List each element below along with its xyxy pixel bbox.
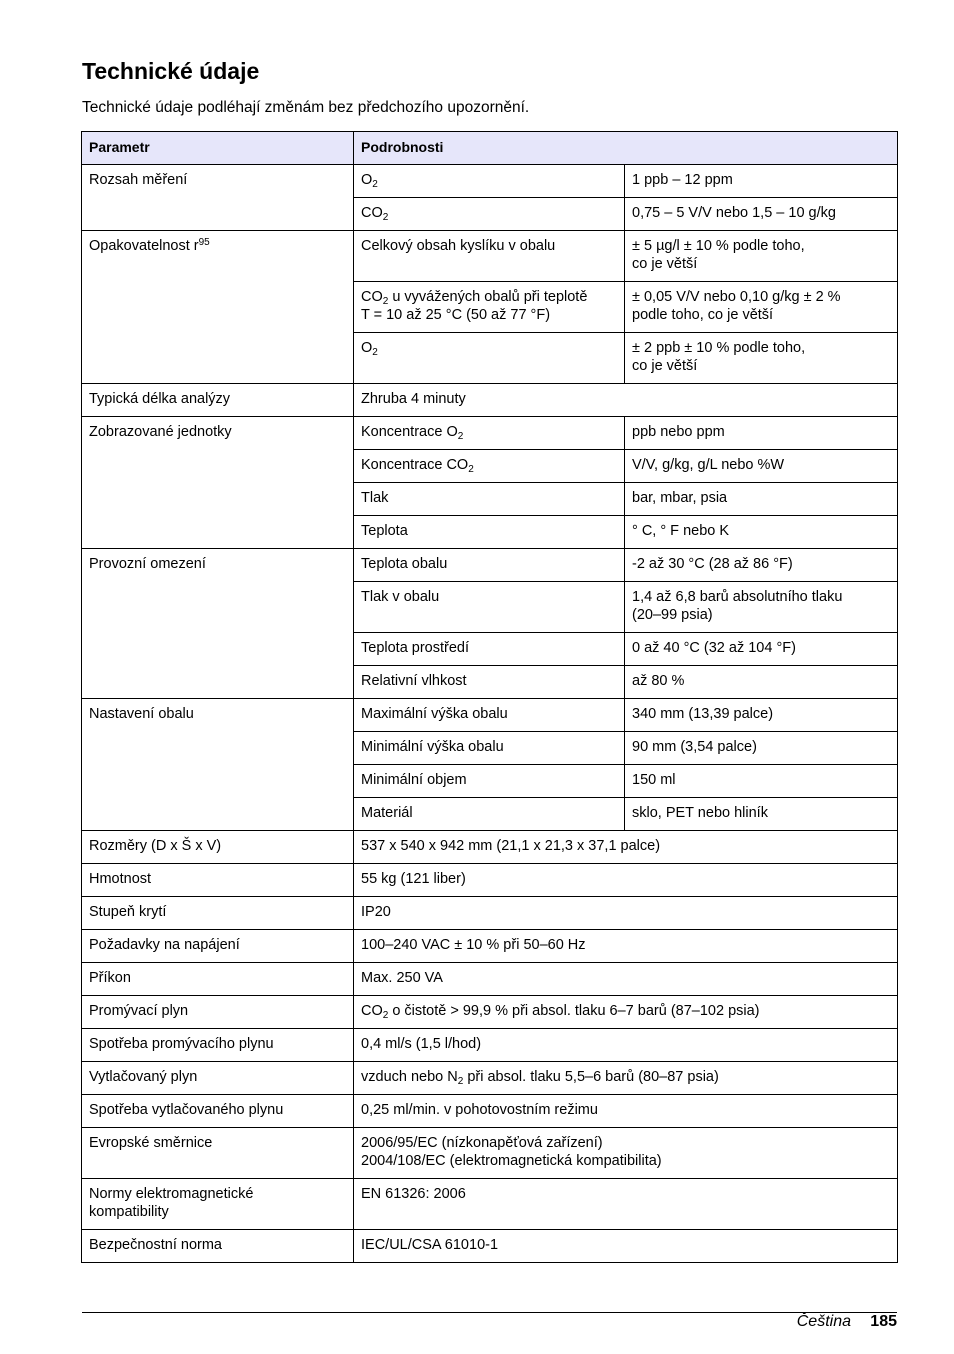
detail-cell: Minimální výška obalu <box>354 732 625 765</box>
value-cell: 2006/95/EC (nízkonapěťová zařízení) 2004/108/EC (elektromagnetická kompatibilita) <box>354 1128 898 1179</box>
table-row <box>82 864 898 897</box>
value-cell: 90 mm (3,54 palce) <box>625 732 898 765</box>
value-cell: V/V, g/kg, g/L nebo %W <box>625 450 898 483</box>
param-cell: Typická délka analýzy <box>82 384 354 417</box>
detail-cell: Tlak v obalu <box>354 582 625 633</box>
table-row <box>82 897 898 930</box>
value-cell: až 80 % <box>625 666 898 699</box>
table-row <box>82 1230 898 1263</box>
param-cell: Normy elektromagnetické kompatibility <box>82 1179 354 1230</box>
value-cell: ° C, ° F nebo K <box>625 516 898 549</box>
param-cell: Bezpečnostní norma <box>82 1230 354 1263</box>
detail-cell: $O_2$ <box>354 333 625 384</box>
value-cell: ± 0,05 V/V nebo 0,10 g/kg ± 2 % podle toho, co je větší <box>625 282 898 333</box>
detail-cell: Koncentrace $O_2$ <box>354 417 625 450</box>
footer-divider <box>82 1312 897 1313</box>
detail-cell: Relativní vlhkost <box>354 666 625 699</box>
specifications-table <box>81 131 898 1263</box>
value-cell: vzduch nebo $N_2$ při absol. tlaku 5,5–6 barů (80–87 psia) <box>354 1062 898 1095</box>
value-cell: IP20 <box>354 897 898 930</box>
table-row <box>82 417 898 450</box>
detail-cell: Teplota obalu <box>354 549 625 582</box>
param-cell: Rozměry (D x Š x V) <box>82 831 354 864</box>
param-cell: Spotřeba promývacího plynu <box>82 1029 354 1062</box>
table-header-row <box>82 132 898 165</box>
detail-cell: $CO_2$ u vyvážených obalů při teplotě T = 10 až 25 °C (50 až 77 °F) <box>354 282 625 333</box>
value-cell: 0,75 – 5 V/V nebo 1,5 – 10 g/kg <box>625 198 898 231</box>
table-row <box>82 165 898 198</box>
detail-cell: $O_2$ <box>354 165 625 198</box>
param-cell: Spotřeba vytlačovaného plynu <box>82 1095 354 1128</box>
table-row <box>82 1095 898 1128</box>
value-cell: -2 až 30 °C (28 až 86 °F) <box>625 549 898 582</box>
detail-cell: Tlak <box>354 483 625 516</box>
table-row <box>82 231 898 282</box>
param-cell: Nastavení obalu <box>82 699 354 831</box>
header-parametr: Parametr <box>82 132 354 165</box>
value-cell: $CO_2$ o čistotě > 99,9 % při absol. tlaku 6–7 barů (87–102 psia) <box>354 996 898 1029</box>
param-cell: Hmotnost <box>82 864 354 897</box>
param-cell: Opakovatelnost $r^{95}$ <box>82 231 354 384</box>
table-row <box>82 1062 898 1095</box>
page-number: 185 <box>870 1313 897 1330</box>
param-cell: Rozsah měření <box>82 165 354 231</box>
value-cell: 340 mm (13,39 palce) <box>625 699 898 732</box>
table-row <box>82 831 898 864</box>
detail-cell: Celkový obsah kyslíku v obalu <box>354 231 625 282</box>
param-cell: Zobrazované jednotky <box>82 417 354 549</box>
param-cell: Požadavky na napájení <box>82 930 354 963</box>
detail-cell: Teplota <box>354 516 625 549</box>
value-cell: IEC/UL/CSA 61010-1 <box>354 1230 898 1263</box>
value-cell: Max. 250 VA <box>354 963 898 996</box>
value-cell: 55 kg (121 liber) <box>354 864 898 897</box>
value-cell: 100–240 VAC ± 10 % při 50–60 Hz <box>354 930 898 963</box>
value-cell: 0 až 40 °C (32 až 104 °F) <box>625 633 898 666</box>
value-cell: 1,4 až 6,8 barů absolutního tlaku (20–99 psia) <box>625 582 898 633</box>
param-cell: Provozní omezení <box>82 549 354 699</box>
table-row <box>82 963 898 996</box>
detail-cell: Maximální výška obalu <box>354 699 625 732</box>
table-row <box>82 1179 898 1230</box>
table-row <box>82 930 898 963</box>
value-cell: 537 x 540 x 942 mm (21,1 x 21,3 x 37,1 palce) <box>354 831 898 864</box>
param-cell: Stupeň krytí <box>82 897 354 930</box>
param-cell: Evropské směrnice <box>82 1128 354 1179</box>
value-cell: sklo, PET nebo hliník <box>625 798 898 831</box>
page-title: Technické údaje <box>82 58 260 84</box>
value-cell: 0,4 ml/s (1,5 l/hod) <box>354 1029 898 1062</box>
table-row <box>82 1128 898 1179</box>
value-cell: 1 ppb – 12 ppm <box>625 165 898 198</box>
value-cell: 150 ml <box>625 765 898 798</box>
table-row <box>82 699 898 732</box>
param-cell: Vytlačovaný plyn <box>82 1062 354 1095</box>
detail-cell: Materiál <box>354 798 625 831</box>
value-cell: 0,25 ml/min. v pohotovostním režimu <box>354 1095 898 1128</box>
table-row <box>82 996 898 1029</box>
detail-cell: Teplota prostředí <box>354 633 625 666</box>
detail-cell: $CO_2$ <box>354 198 625 231</box>
value-cell: Zhruba 4 minuty <box>354 384 898 417</box>
value-cell: ± 5 µg/l ± 10 % podle toho, co je větší <box>625 231 898 282</box>
intro-text: Technické údaje podléhají změnám bez předchozího upozornění. <box>82 99 530 116</box>
value-cell: bar, mbar, psia <box>625 483 898 516</box>
table-row <box>82 384 898 417</box>
table-row <box>82 1029 898 1062</box>
param-cell: Příkon <box>82 963 354 996</box>
detail-cell: Minimální objem <box>354 765 625 798</box>
table-row <box>82 549 898 582</box>
value-cell: ppb nebo ppm <box>625 417 898 450</box>
value-cell: EN 61326: 2006 <box>354 1179 898 1230</box>
header-podrobnosti: Podrobnosti <box>354 132 898 165</box>
footer-language: Čeština <box>796 1313 851 1330</box>
value-cell: ± 2 ppb ± 10 % podle toho, co je větší <box>625 333 898 384</box>
detail-cell: Koncentrace $CO_2$ <box>354 450 625 483</box>
param-cell: Promývací plyn <box>82 996 354 1029</box>
